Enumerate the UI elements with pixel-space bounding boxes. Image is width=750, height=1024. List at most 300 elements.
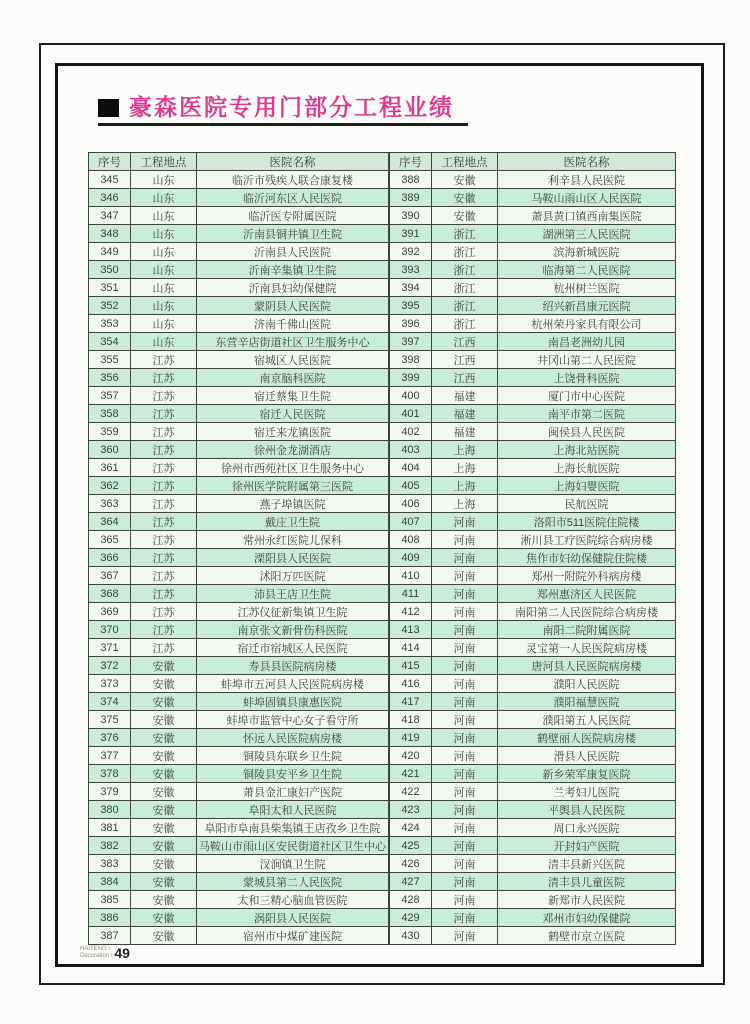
hospital-cell: 阜阳市阜南县柴集镇王店孜乡卫生院	[197, 819, 389, 837]
seq-cell: 404	[390, 459, 432, 477]
table-row	[390, 729, 676, 747]
seq-cell: 366	[89, 549, 131, 567]
location-cell: 山东	[131, 315, 197, 333]
seq-cell: 413	[390, 621, 432, 639]
location-cell: 安徽	[131, 855, 197, 873]
location-cell: 安徽	[131, 837, 197, 855]
table-row	[89, 657, 389, 675]
seq-cell: 412	[390, 603, 432, 621]
hospital-cell: 宿迁人民医院	[197, 405, 389, 423]
seq-cell: 346	[89, 189, 131, 207]
table-row	[390, 513, 676, 531]
hospital-cell: 马鞍山市雨山区安民街道社区卫生中心	[197, 837, 389, 855]
seq-cell: 386	[89, 909, 131, 927]
location-cell: 上海	[432, 441, 498, 459]
table-row	[89, 423, 389, 441]
table-row	[89, 459, 389, 477]
table-row	[390, 531, 676, 549]
location-cell: 河南	[432, 873, 498, 891]
location-cell: 河南	[432, 531, 498, 549]
seq-cell: 378	[89, 765, 131, 783]
location-cell: 安徽	[131, 873, 197, 891]
seq-cell: 402	[390, 423, 432, 441]
seq-cell: 396	[390, 315, 432, 333]
seq-cell: 381	[89, 819, 131, 837]
title-bullet-square	[98, 99, 119, 117]
location-cell: 安徽	[131, 783, 197, 801]
seq-cell: 345	[89, 171, 131, 189]
table-row	[390, 441, 676, 459]
seq-cell: 350	[89, 261, 131, 279]
location-cell: 安徽	[131, 693, 197, 711]
hospital-cell: 江苏仪征新集镇卫生院	[197, 603, 389, 621]
seq-cell: 380	[89, 801, 131, 819]
hospital-cell: 萧县黄口镇西南集医院	[498, 207, 676, 225]
column-header: 医院名称	[498, 153, 676, 171]
seq-cell: 408	[390, 531, 432, 549]
hospital-cell: 东营辛店街道社区卫生服务中心	[197, 333, 389, 351]
column-header: 序号	[89, 153, 131, 171]
table-row	[89, 801, 389, 819]
table-row	[89, 621, 389, 639]
table-row	[89, 747, 389, 765]
hospital-cell: 临沂市残疾人联合康复楼	[197, 171, 389, 189]
table-row	[390, 369, 676, 387]
table-row	[89, 369, 389, 387]
seq-cell: 388	[390, 171, 432, 189]
seq-cell: 371	[89, 639, 131, 657]
seq-cell: 363	[89, 495, 131, 513]
table-row	[390, 171, 676, 189]
seq-cell: 427	[390, 873, 432, 891]
hospital-cell: 蒙城县第二人民医院	[197, 873, 389, 891]
hospital-cell: 溧阳县人民医院	[197, 549, 389, 567]
table-row	[390, 693, 676, 711]
seq-cell: 409	[390, 549, 432, 567]
location-cell: 河南	[432, 765, 498, 783]
hospital-cell: 平舆县人民医院	[498, 801, 676, 819]
location-cell: 上海	[432, 495, 498, 513]
brand-line2: Decoration \	[80, 953, 113, 960]
seq-cell: 426	[390, 855, 432, 873]
hospital-cell: 新郑市人民医院	[498, 891, 676, 909]
location-cell: 河南	[432, 711, 498, 729]
table-row	[89, 315, 389, 333]
hospital-cell: 蚌埠固镇县康惠医院	[197, 693, 389, 711]
hospital-cell: 厦门市中心医院	[498, 387, 676, 405]
location-cell: 河南	[432, 801, 498, 819]
seq-cell: 348	[89, 225, 131, 243]
hospital-cell: 沂南辛集镇卫生院	[197, 261, 389, 279]
table-row	[390, 567, 676, 585]
seq-cell: 393	[390, 261, 432, 279]
page-inner-frame	[55, 63, 704, 967]
location-cell: 浙江	[432, 225, 498, 243]
hospital-cell: 宿迁蔡集卫生院	[197, 387, 389, 405]
table-row	[390, 657, 676, 675]
location-cell: 山东	[131, 189, 197, 207]
location-cell: 福建	[432, 387, 498, 405]
hospital-cell: 沛县王店卫生院	[197, 585, 389, 603]
table-row	[89, 279, 389, 297]
table-row	[89, 675, 389, 693]
seq-cell: 415	[390, 657, 432, 675]
location-cell: 安徽	[131, 729, 197, 747]
hospital-cell: 上海妇婴医院	[498, 477, 676, 495]
location-cell: 河南	[432, 729, 498, 747]
hospital-cell: 南平市第二医院	[498, 405, 676, 423]
seq-cell: 358	[89, 405, 131, 423]
location-cell: 安徽	[131, 765, 197, 783]
location-cell: 山东	[131, 171, 197, 189]
hospital-cell: 南阳二院附属医院	[498, 621, 676, 639]
location-cell: 安徽	[131, 801, 197, 819]
location-cell: 河南	[432, 549, 498, 567]
seq-cell: 367	[89, 567, 131, 585]
location-cell: 浙江	[432, 261, 498, 279]
table-row	[89, 585, 389, 603]
location-cell: 河南	[432, 585, 498, 603]
table-row	[390, 225, 676, 243]
table-row	[390, 801, 676, 819]
table-row	[390, 459, 676, 477]
table-row	[89, 441, 389, 459]
seq-cell: 376	[89, 729, 131, 747]
hospital-cell: 清丰县新兴医院	[498, 855, 676, 873]
hospital-cell: 萧县金汇康妇产医院	[197, 783, 389, 801]
seq-cell: 399	[390, 369, 432, 387]
hospital-cell: 清丰县儿童医院	[498, 873, 676, 891]
table-row	[390, 387, 676, 405]
seq-cell: 374	[89, 693, 131, 711]
hospital-cell: 济南千佛山医院	[197, 315, 389, 333]
seq-cell: 360	[89, 441, 131, 459]
seq-cell: 422	[390, 783, 432, 801]
column-header: 医院名称	[197, 153, 389, 171]
location-cell: 山东	[131, 243, 197, 261]
hospital-cell: 怀远人民医院病房楼	[197, 729, 389, 747]
location-cell: 河南	[432, 567, 498, 585]
location-cell: 河南	[432, 657, 498, 675]
table-row	[390, 279, 676, 297]
location-cell: 江苏	[131, 549, 197, 567]
table-row	[89, 207, 389, 225]
table-row	[390, 351, 676, 369]
table-header-row	[390, 153, 676, 171]
location-cell: 安徽	[131, 909, 197, 927]
location-cell: 安徽	[131, 819, 197, 837]
page-outer-frame	[39, 43, 725, 985]
table-row	[390, 765, 676, 783]
column-header: 工程地点	[432, 153, 498, 171]
seq-cell: 359	[89, 423, 131, 441]
table-row	[89, 567, 389, 585]
location-cell: 福建	[432, 405, 498, 423]
hospital-cell: 铜陵县安平乡卫生院	[197, 765, 389, 783]
table-row	[390, 603, 676, 621]
table-row	[89, 387, 389, 405]
hospital-cell: 利辛县人民医院	[498, 171, 676, 189]
hospital-cell: 宿城区人民医院	[197, 351, 389, 369]
hospital-cell: 沭阳万匹医院	[197, 567, 389, 585]
table-row	[89, 531, 389, 549]
seq-cell: 430	[390, 927, 432, 945]
location-cell: 江西	[432, 369, 498, 387]
seq-cell: 356	[89, 369, 131, 387]
hospital-cell: 鹤壁丽人医院病房楼	[498, 729, 676, 747]
hospital-cell: 汊涧镇卫生院	[197, 855, 389, 873]
table-row	[89, 243, 389, 261]
location-cell: 江苏	[131, 405, 197, 423]
seq-cell: 395	[390, 297, 432, 315]
table-row	[89, 927, 389, 945]
location-cell: 河南	[432, 639, 498, 657]
location-cell: 安徽	[432, 189, 498, 207]
location-cell: 安徽	[131, 747, 197, 765]
location-cell: 河南	[432, 927, 498, 945]
hospital-cell: 宿州市中煤矿建医院	[197, 927, 389, 945]
hospital-cell: 湖洲第三人民医院	[498, 225, 676, 243]
hospital-cell: 沂南县妇幼保健院	[197, 279, 389, 297]
location-cell: 河南	[432, 675, 498, 693]
hospital-cell: 上饶骨科医院	[498, 369, 676, 387]
table-row	[89, 297, 389, 315]
table-row	[390, 405, 676, 423]
table-row	[89, 477, 389, 495]
table-row	[390, 837, 676, 855]
table-row	[89, 261, 389, 279]
location-cell: 江苏	[131, 495, 197, 513]
seq-cell: 394	[390, 279, 432, 297]
seq-cell: 421	[390, 765, 432, 783]
hospital-cell: 沂南县铜井镇卫生院	[197, 225, 389, 243]
hospital-cell: 邓州市妇幼保健院	[498, 909, 676, 927]
location-cell: 江苏	[131, 459, 197, 477]
table-row	[89, 603, 389, 621]
location-cell: 安徽	[131, 657, 197, 675]
table-row	[89, 333, 389, 351]
hospital-cell: 周口永兴医院	[498, 819, 676, 837]
hospital-cell: 寿县县医院病房楼	[197, 657, 389, 675]
title-block	[98, 96, 468, 126]
seq-cell: 418	[390, 711, 432, 729]
seq-cell: 361	[89, 459, 131, 477]
seq-cell: 397	[390, 333, 432, 351]
seq-cell: 351	[89, 279, 131, 297]
seq-cell: 405	[390, 477, 432, 495]
table-row	[390, 297, 676, 315]
location-cell: 上海	[432, 459, 498, 477]
seq-cell: 414	[390, 639, 432, 657]
location-cell: 江苏	[131, 603, 197, 621]
seq-cell: 375	[89, 711, 131, 729]
location-cell: 山东	[131, 279, 197, 297]
hospital-cell: 常州永红医院儿保科	[197, 531, 389, 549]
location-cell: 江苏	[131, 531, 197, 549]
location-cell: 浙江	[432, 243, 498, 261]
hospital-cell: 临海第二人民医院	[498, 261, 676, 279]
seq-cell: 352	[89, 297, 131, 315]
location-cell: 山东	[131, 225, 197, 243]
table-row	[390, 891, 676, 909]
table-row	[89, 171, 389, 189]
table-header-row	[89, 153, 389, 171]
hospital-cell: 涡阳县人民医院	[197, 909, 389, 927]
hospital-cell: 徐州医学院附属第三医院	[197, 477, 389, 495]
table-row	[89, 405, 389, 423]
seq-cell: 423	[390, 801, 432, 819]
seq-cell: 347	[89, 207, 131, 225]
table-row	[89, 855, 389, 873]
location-cell: 安徽	[131, 891, 197, 909]
location-cell: 河南	[432, 855, 498, 873]
location-cell: 安徽	[131, 927, 197, 945]
seq-cell: 391	[390, 225, 432, 243]
seq-cell: 406	[390, 495, 432, 513]
table-row	[390, 747, 676, 765]
seq-cell: 384	[89, 873, 131, 891]
seq-cell: 357	[89, 387, 131, 405]
projects-table-right	[389, 152, 676, 945]
hospital-cell: 杭州荣丹家具有限公司	[498, 315, 676, 333]
location-cell: 河南	[432, 783, 498, 801]
column-header: 工程地点	[131, 153, 197, 171]
location-cell: 江苏	[131, 477, 197, 495]
table-row	[89, 765, 389, 783]
seq-cell: 387	[89, 927, 131, 945]
location-cell: 河南	[432, 837, 498, 855]
table-row	[390, 315, 676, 333]
hospital-cell: 铜陵县东联乡卫生院	[197, 747, 389, 765]
table-row	[390, 261, 676, 279]
location-cell: 江苏	[131, 621, 197, 639]
location-cell: 江苏	[131, 423, 197, 441]
location-cell: 山东	[131, 261, 197, 279]
seq-cell: 383	[89, 855, 131, 873]
location-cell: 江苏	[131, 513, 197, 531]
projects-table-left	[88, 152, 389, 945]
location-cell: 江西	[432, 333, 498, 351]
seq-cell: 411	[390, 585, 432, 603]
hospital-cell: 唐河县人民医院病房楼	[498, 657, 676, 675]
seq-cell: 362	[89, 477, 131, 495]
hospital-cell: 郑州一附院外科病房楼	[498, 567, 676, 585]
table-row	[390, 855, 676, 873]
hospital-cell: 上海长航医院	[498, 459, 676, 477]
table-row	[89, 711, 389, 729]
hospital-cell: 闽侯县人民医院	[498, 423, 676, 441]
hospital-cell: 临沂医专附属医院	[197, 207, 389, 225]
project-tables	[88, 152, 676, 945]
seq-cell: 365	[89, 531, 131, 549]
hospital-cell: 蚌埠市监管中心女子看守所	[197, 711, 389, 729]
brand-line1: HAITENG \	[80, 946, 111, 953]
table-row	[390, 423, 676, 441]
hospital-cell: 鹤壁市京立医院	[498, 927, 676, 945]
hospital-cell: 濮阳人民医院	[498, 675, 676, 693]
location-cell: 河南	[432, 603, 498, 621]
hospital-cell: 开封妇产医院	[498, 837, 676, 855]
table-row	[390, 477, 676, 495]
seq-cell: 398	[390, 351, 432, 369]
hospital-cell: 新乡荣军康复医院	[498, 765, 676, 783]
hospital-cell: 南京脑科医院	[197, 369, 389, 387]
table-row	[89, 783, 389, 801]
table-row	[390, 909, 676, 927]
hospital-cell: 马鞍山雨山区人民医院	[498, 189, 676, 207]
location-cell: 江苏	[131, 441, 197, 459]
table-row	[89, 189, 389, 207]
table-row	[390, 549, 676, 567]
seq-cell: 390	[390, 207, 432, 225]
table-row	[89, 351, 389, 369]
table-row	[390, 819, 676, 837]
seq-cell: 424	[390, 819, 432, 837]
seq-cell: 417	[390, 693, 432, 711]
table-row	[390, 783, 676, 801]
seq-cell: 373	[89, 675, 131, 693]
hospital-cell: 濮阳第五人民医院	[498, 711, 676, 729]
seq-cell: 389	[390, 189, 432, 207]
hospital-cell: 滨海新城医院	[498, 243, 676, 261]
seq-cell: 385	[89, 891, 131, 909]
hospital-cell: 灵宝第一人民医院病房楼	[498, 639, 676, 657]
hospital-cell: 宿迁市宿城区人民医院	[197, 639, 389, 657]
table-row	[89, 225, 389, 243]
hospital-cell: 滑县人民医院	[498, 747, 676, 765]
seq-cell: 425	[390, 837, 432, 855]
hospital-cell: 蒙阴县人民医院	[197, 297, 389, 315]
hospital-cell: 南昌老洲幼儿园	[498, 333, 676, 351]
location-cell: 山东	[131, 297, 197, 315]
seq-cell: 354	[89, 333, 131, 351]
seq-cell: 429	[390, 909, 432, 927]
table-row	[89, 909, 389, 927]
location-cell: 河南	[432, 747, 498, 765]
location-cell: 浙江	[432, 315, 498, 333]
column-header: 序号	[390, 153, 432, 171]
table-row	[390, 621, 676, 639]
location-cell: 河南	[432, 819, 498, 837]
hospital-cell: 徐州金龙湖酒店	[197, 441, 389, 459]
seq-cell: 379	[89, 783, 131, 801]
location-cell: 江苏	[131, 369, 197, 387]
location-cell: 福建	[432, 423, 498, 441]
table-row	[390, 873, 676, 891]
table-row	[89, 819, 389, 837]
location-cell: 江苏	[131, 639, 197, 657]
table-row	[390, 495, 676, 513]
hospital-cell: 蚌埠市五河县人民医院病房楼	[197, 675, 389, 693]
table-row	[89, 729, 389, 747]
page-footer	[80, 946, 130, 960]
seq-cell: 407	[390, 513, 432, 531]
page-title: 豪森医院专用门部分工程业绩	[129, 94, 454, 120]
hospital-cell: 戴庄卫生院	[197, 513, 389, 531]
seq-cell: 416	[390, 675, 432, 693]
hospital-cell: 洛阳市511医院住院楼	[498, 513, 676, 531]
seq-cell: 401	[390, 405, 432, 423]
table-row	[390, 927, 676, 945]
seq-cell: 377	[89, 747, 131, 765]
seq-cell: 419	[390, 729, 432, 747]
table-row	[390, 639, 676, 657]
seq-cell: 349	[89, 243, 131, 261]
hospital-cell: 南阳第二人民医院综合病房楼	[498, 603, 676, 621]
location-cell: 安徽	[432, 207, 498, 225]
location-cell: 安徽	[131, 675, 197, 693]
hospital-cell: 燕子埠镇医院	[197, 495, 389, 513]
